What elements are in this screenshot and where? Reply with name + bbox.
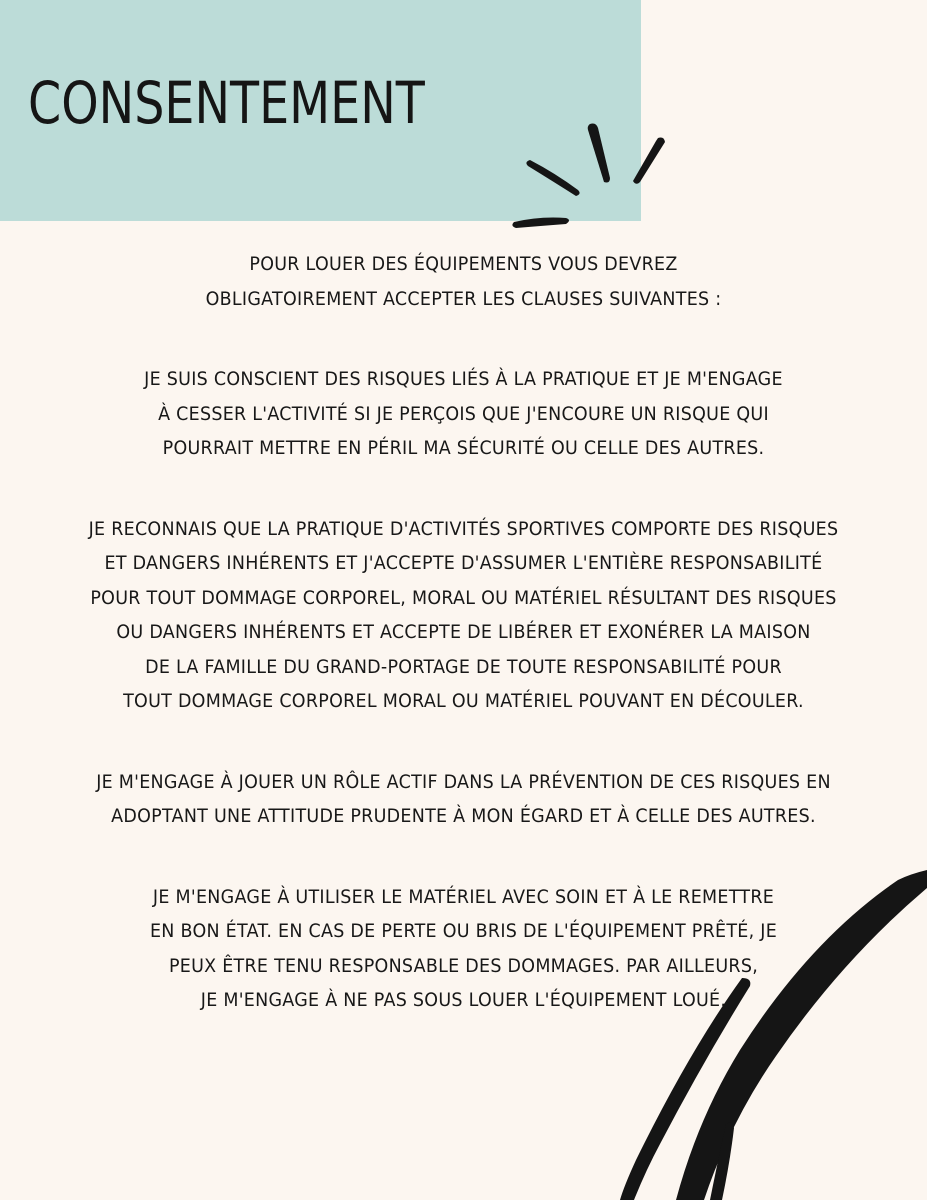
- text-line: ADOPTANT UNE ATTITUDE PRUDENTE À MON ÉGARD ET À CELLE DES AUTRES.: [111, 805, 816, 827]
- text-line: JE M'ENGAGE À NE PAS SOUS LOUER L'ÉQUIPEMENT LOUÉ.: [200, 989, 727, 1011]
- text-line: JE M'ENGAGE À UTILISER LE MATÉRIEL AVEC SOIN ET À LE REMETTRE: [152, 885, 775, 908]
- text-line: POURRAIT METTRE EN PÉRIL MA SÉCURITÉ OU CELLE DES AUTRES.: [162, 437, 765, 459]
- text-line: PEUX ÊTRE TENU RESPONSABLE DES DOMMAGES. PAR AILLEURS,: [168, 954, 759, 977]
- sparkle-stroke-left: [526, 160, 579, 196]
- text-line: JE RECONNAIS QUE LA PRATIQUE D'ACTIVITÉS SPORTIVES COMPORTE DES RISQUES: [88, 517, 839, 540]
- sparkle-stroke-bottom: [512, 218, 569, 229]
- sparkle-strokes-icon: [500, 118, 680, 238]
- text-line: EN BON ÉTAT. EN CAS DE PERTE OU BRIS DE L'ÉQUIPEMENT PRÊTÉ, JE: [149, 920, 778, 942]
- text-line: DE LA FAMILLE DU GRAND-PORTAGE DE TOUTE RESPONSABILITÉ POUR: [145, 655, 782, 678]
- clause-prevention: [20, 765, 907, 834]
- text-line: OU DANGERS INHÉRENTS ET ACCEPTE DE LIBÉRER ET EXONÉRER LA MAISON: [116, 621, 811, 643]
- text-line: POUR LOUER DES ÉQUIPEMENTS VOUS DEVREZ: [249, 253, 678, 275]
- text-line: OBLIGATOIREMENT ACCEPTER LES CLAUSES SUIVANTES :: [205, 287, 722, 310]
- text-line: POUR TOUT DOMMAGE CORPOREL, MORAL OU MATÉRIEL RÉSULTANT DES RISQUES: [90, 586, 837, 609]
- swoosh-strokes-decoration: [580, 860, 927, 1200]
- text-line: ET DANGERS INHÉRENTS ET J'ACCEPTE D'ASSUMER L'ENTIÈRE RESPONSABILITÉ: [104, 552, 823, 574]
- sparkle-stroke-center: [588, 124, 610, 183]
- text-line: À CESSER L'ACTIVITÉ SI JE PERÇOIS QUE J'ENCOURE UN RISQUE QUI: [158, 402, 769, 425]
- text-line: JE M'ENGAGE À JOUER UN RÔLE ACTIF DANS LA PRÉVENTION DE CES RISQUES EN: [96, 770, 831, 793]
- text-line: JE SUIS CONSCIENT DES RISQUES LIÉS À LA PRATIQUE ET JE M'ENGAGE: [144, 368, 783, 390]
- intro-paragraph: [20, 247, 907, 316]
- clause-liability: [20, 512, 907, 719]
- text-line: TOUT DOMMAGE CORPOREL MORAL OU MATÉRIEL POUVANT EN DÉCOULER.: [123, 690, 804, 712]
- clause-risk-awareness: [20, 362, 907, 466]
- sparkle-stroke-right: [633, 138, 665, 184]
- page-title: CONSENTEMENT: [28, 69, 425, 137]
